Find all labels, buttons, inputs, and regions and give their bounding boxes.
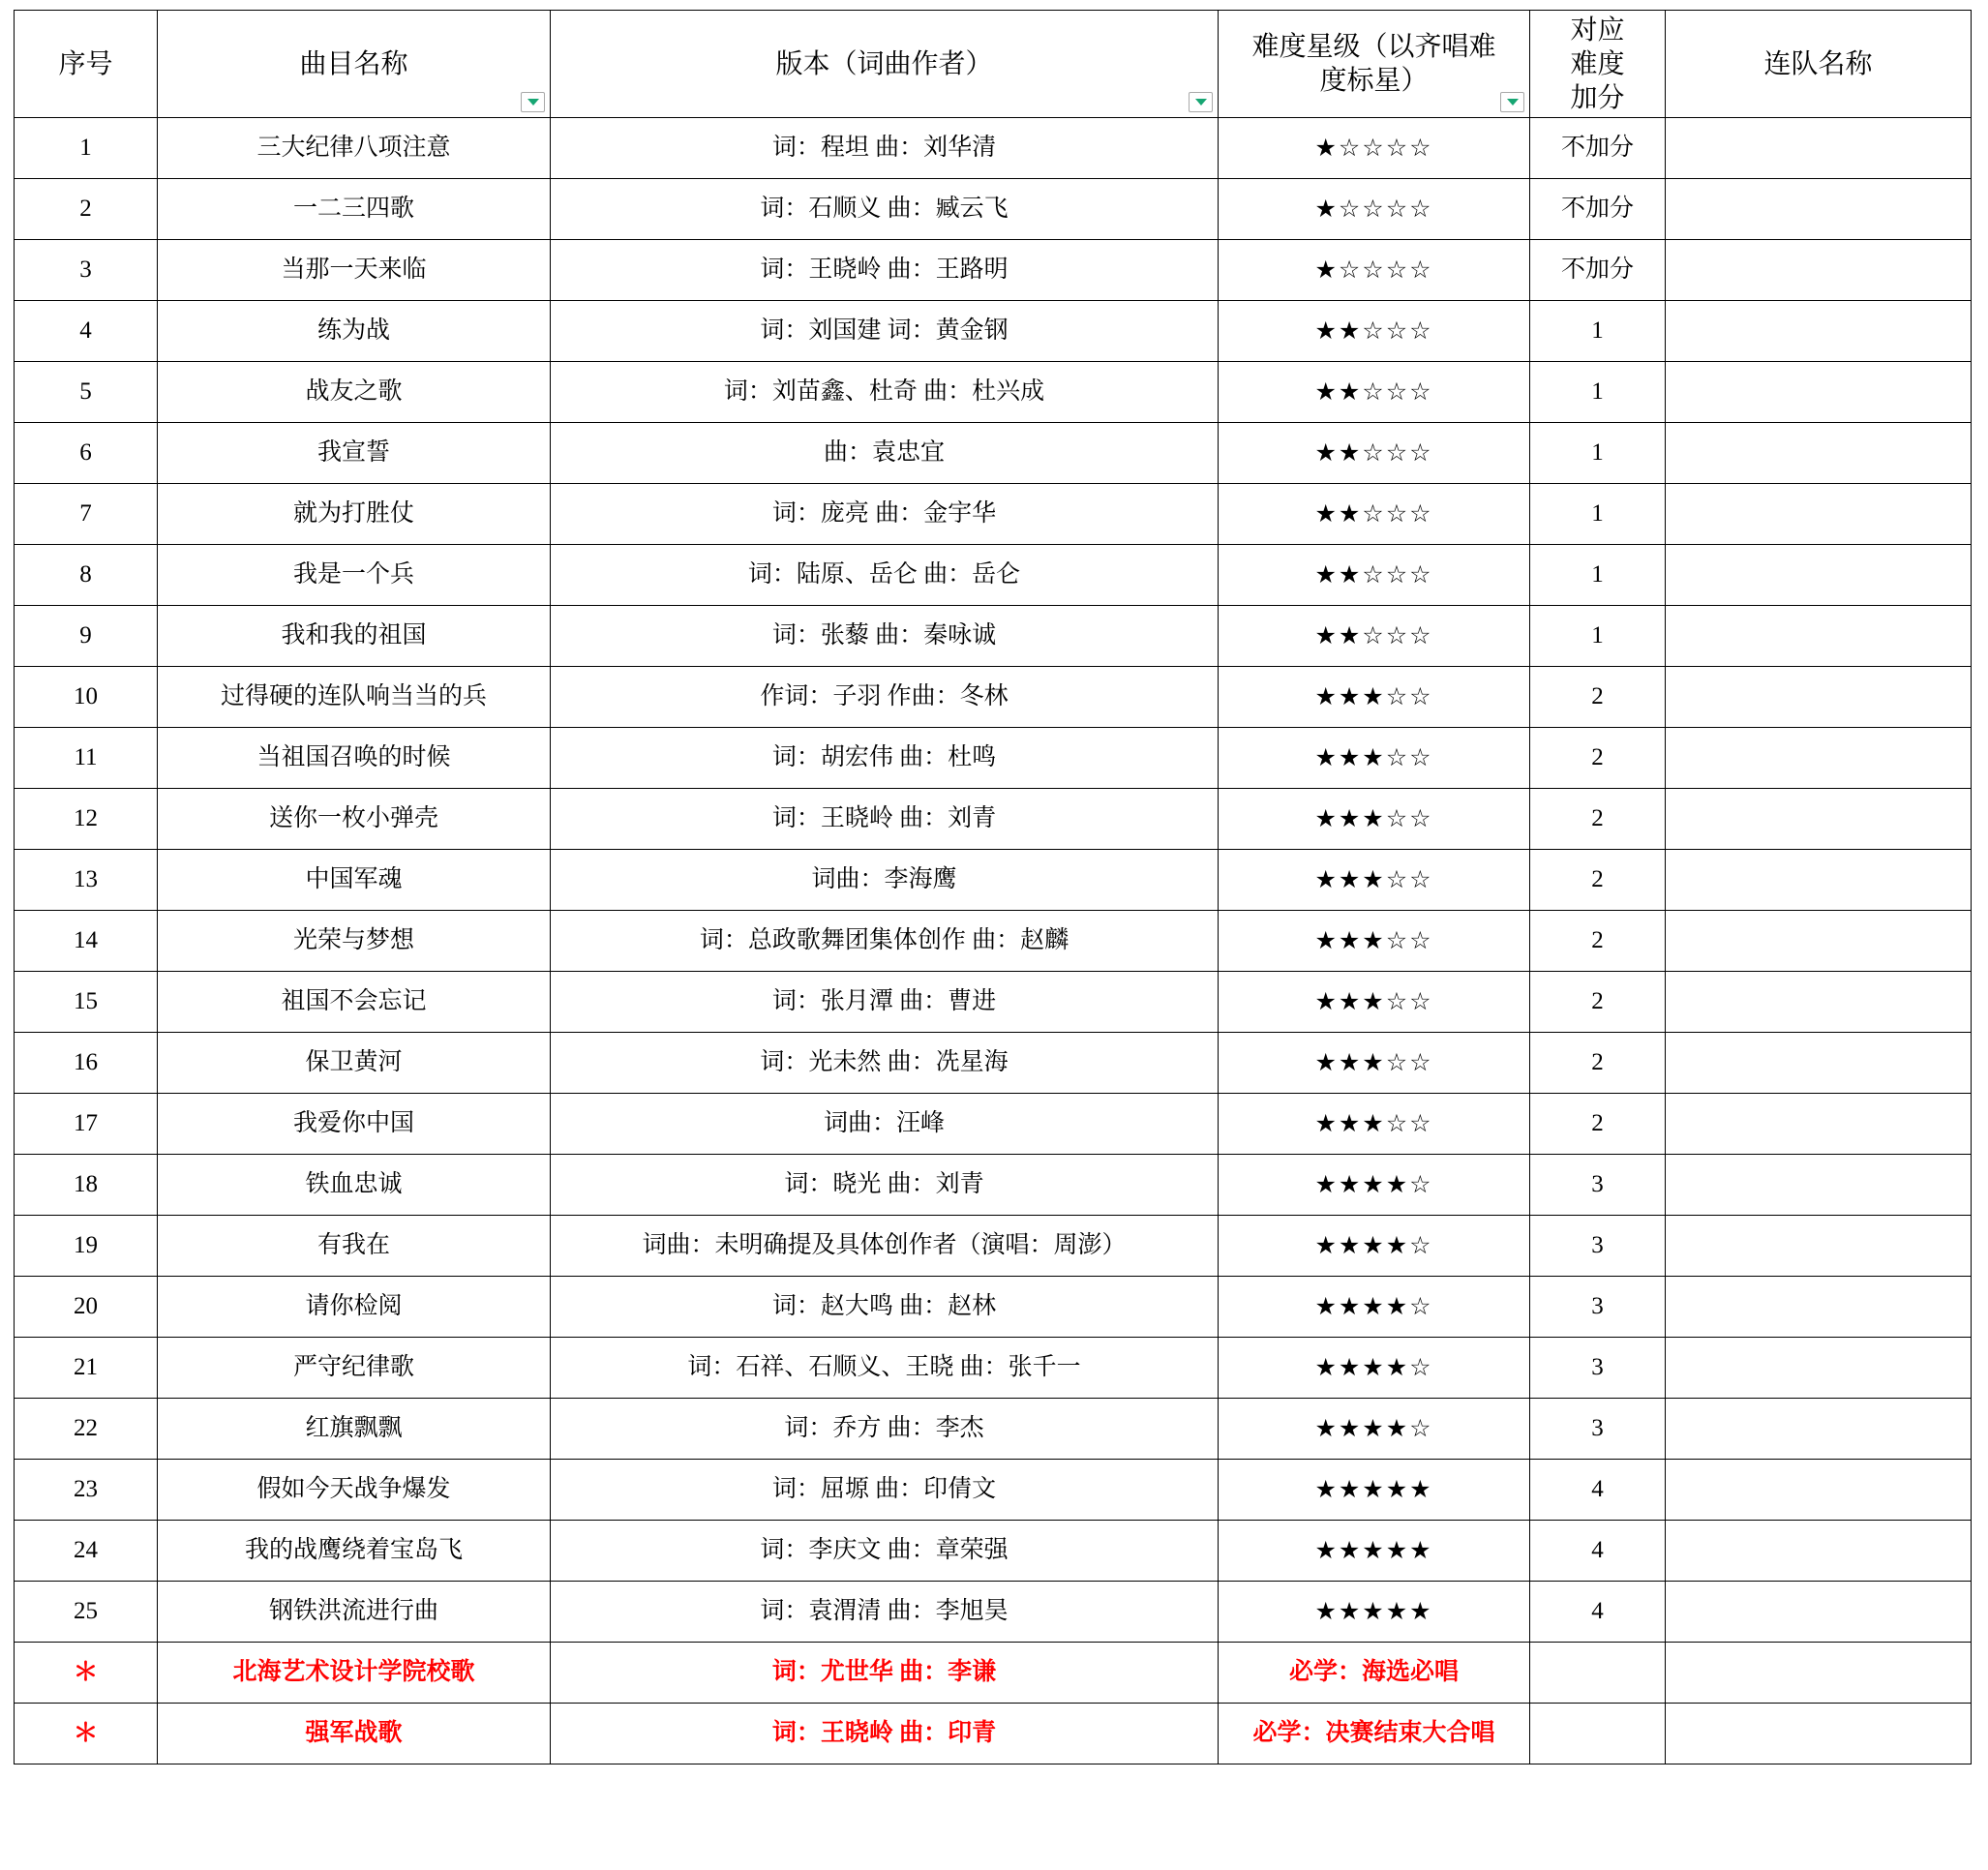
cell-version[interactable]: 词：张藜 曲：秦咏诚 xyxy=(551,606,1219,667)
cell-index[interactable]: 12 xyxy=(15,789,158,850)
cell-index[interactable]: 15 xyxy=(15,972,158,1033)
table-row xyxy=(15,1338,1972,1399)
cell-bonus[interactable]: 2 xyxy=(1530,911,1666,972)
table-row xyxy=(15,850,1972,911)
cell-difficulty[interactable]: ★★★☆☆ xyxy=(1219,911,1530,972)
table-row xyxy=(15,1460,1972,1521)
cell-index[interactable]: 6 xyxy=(15,423,158,484)
cell-index[interactable]: 16 xyxy=(15,1033,158,1094)
cell-unit[interactable] xyxy=(1666,179,1972,240)
cell-song-title[interactable]: 送你一枚小弹壳 xyxy=(158,789,551,850)
cell-version[interactable]: 词：袁渭清 曲：李旭昊 xyxy=(551,1582,1219,1643)
cell-index[interactable]: 1 xyxy=(15,118,158,179)
cell-unit[interactable] xyxy=(1666,1155,1972,1216)
cell-song-title[interactable]: 红旗飘飘 xyxy=(158,1399,551,1460)
cell-song-title[interactable]: 练为战 xyxy=(158,301,551,362)
cell-difficulty[interactable]: ★★★★☆ xyxy=(1219,1338,1530,1399)
cell-unit[interactable] xyxy=(1666,789,1972,850)
cell-difficulty[interactable]: ★★★☆☆ xyxy=(1219,972,1530,1033)
cell-unit[interactable] xyxy=(1666,1582,1972,1643)
filter-dropdown-icon[interactable] xyxy=(521,92,545,112)
table-row xyxy=(15,423,1972,484)
cell-version[interactable]: 词：屈塬 曲：印倩文 xyxy=(551,1460,1219,1521)
table-row xyxy=(15,972,1972,1033)
cell-version[interactable]: 词曲：李海鹰 xyxy=(551,850,1219,911)
cell-version[interactable]: 词：尤世华 曲：李谦 xyxy=(551,1643,1219,1704)
cell-bonus[interactable]: 2 xyxy=(1530,667,1666,728)
column-header-version xyxy=(551,11,1219,118)
cell-version[interactable]: 词：总政歌舞团集体创作 曲：赵麟 xyxy=(551,911,1219,972)
cell-difficulty[interactable]: 必学：决赛结束大合唱 xyxy=(1219,1704,1530,1764)
filter-dropdown-icon[interactable] xyxy=(1189,92,1213,112)
cell-bonus[interactable]: 3 xyxy=(1530,1216,1666,1277)
table-row xyxy=(15,728,1972,789)
cell-bonus[interactable]: 2 xyxy=(1530,1094,1666,1155)
cell-song-title[interactable]: 铁血忠诚 xyxy=(158,1155,551,1216)
cell-version[interactable]: 词：张月潭 曲：曹进 xyxy=(551,972,1219,1033)
cell-bonus[interactable]: 4 xyxy=(1530,1460,1666,1521)
cell-bonus[interactable]: 1 xyxy=(1530,545,1666,606)
cell-unit[interactable] xyxy=(1666,362,1972,423)
cell-bonus[interactable]: 不加分 xyxy=(1530,118,1666,179)
cell-bonus[interactable] xyxy=(1530,1643,1666,1704)
cell-index[interactable]: 19 xyxy=(15,1216,158,1277)
cell-bonus[interactable]: 2 xyxy=(1530,728,1666,789)
cell-index[interactable]: 24 xyxy=(15,1521,158,1582)
cell-bonus[interactable]: 1 xyxy=(1530,423,1666,484)
cell-unit[interactable] xyxy=(1666,545,1972,606)
cell-song-title[interactable]: 过得硬的连队响当当的兵 xyxy=(158,667,551,728)
cell-difficulty[interactable]: ★★☆☆☆ xyxy=(1219,301,1530,362)
cell-unit[interactable] xyxy=(1666,1033,1972,1094)
cell-bonus[interactable]: 1 xyxy=(1530,301,1666,362)
cell-bonus[interactable]: 2 xyxy=(1530,789,1666,850)
table-row xyxy=(15,301,1972,362)
filter-dropdown-icon[interactable] xyxy=(1500,92,1524,112)
cell-song-title[interactable]: 当那一天来临 xyxy=(158,240,551,301)
cell-unit[interactable] xyxy=(1666,1704,1972,1764)
cell-index[interactable]: 8 xyxy=(15,545,158,606)
cell-song-title[interactable]: 当祖国召唤的时候 xyxy=(158,728,551,789)
cell-index[interactable]: 25 xyxy=(15,1582,158,1643)
table-row xyxy=(15,789,1972,850)
table-row xyxy=(15,484,1972,545)
cell-difficulty[interactable]: ★★★☆☆ xyxy=(1219,850,1530,911)
column-header-bonus xyxy=(1530,11,1666,118)
chevron-down-icon xyxy=(1507,99,1519,106)
cell-difficulty[interactable]: ★★☆☆☆ xyxy=(1219,606,1530,667)
cell-index[interactable]: 2 xyxy=(15,179,158,240)
cell-unit[interactable] xyxy=(1666,850,1972,911)
cell-index[interactable]: ＊ xyxy=(15,1704,158,1764)
cell-bonus[interactable]: 不加分 xyxy=(1530,240,1666,301)
column-header-title-label: 曲目名称 xyxy=(299,48,408,79)
cell-unit[interactable] xyxy=(1666,911,1972,972)
cell-version[interactable]: 词：王晓岭 曲：王路明 xyxy=(551,240,1219,301)
table-row xyxy=(15,1216,1972,1277)
cell-version[interactable]: 词曲：未明确提及具体创作者（演唱：周澎） xyxy=(551,1216,1219,1277)
cell-song-title[interactable]: 中国军魂 xyxy=(158,850,551,911)
cell-unit[interactable] xyxy=(1666,1216,1972,1277)
column-header-bonus-label: 对应难度加分 xyxy=(1570,15,1625,113)
cell-bonus[interactable]: 1 xyxy=(1530,606,1666,667)
cell-difficulty[interactable]: ★★★☆☆ xyxy=(1219,789,1530,850)
table-row xyxy=(15,911,1972,972)
cell-song-title[interactable]: 战友之歌 xyxy=(158,362,551,423)
cell-difficulty[interactable]: 必学：海选必唱 xyxy=(1219,1643,1530,1704)
cell-index[interactable]: 3 xyxy=(15,240,158,301)
cell-song-title[interactable]: 我宣誓 xyxy=(158,423,551,484)
table-row xyxy=(15,1643,1972,1704)
cell-version[interactable]: 词：石顺义 曲：臧云飞 xyxy=(551,179,1219,240)
cell-version[interactable]: 词：光未然 曲：冼星海 xyxy=(551,1033,1219,1094)
table-row xyxy=(15,667,1972,728)
cell-difficulty[interactable]: ★★★☆☆ xyxy=(1219,1094,1530,1155)
cell-song-title[interactable]: 一二三四歌 xyxy=(158,179,551,240)
cell-version[interactable]: 词：赵大鸣 曲：赵林 xyxy=(551,1277,1219,1338)
cell-version[interactable]: 词：程坦 曲：刘华清 xyxy=(551,118,1219,179)
cell-version[interactable]: 词：陆原、岳仑 曲：岳仑 xyxy=(551,545,1219,606)
cell-song-title[interactable]: 我是一个兵 xyxy=(158,545,551,606)
table-row xyxy=(15,118,1972,179)
cell-song-title[interactable]: 严守纪律歌 xyxy=(158,1338,551,1399)
cell-index[interactable]: 17 xyxy=(15,1094,158,1155)
cell-difficulty[interactable]: ★★★★☆ xyxy=(1219,1216,1530,1277)
cell-index[interactable]: 11 xyxy=(15,728,158,789)
cell-version[interactable]: 词：李庆文 曲：章荣强 xyxy=(551,1521,1219,1582)
cell-version[interactable]: 词：石祥、石顺义、王晓 曲：张千一 xyxy=(551,1338,1219,1399)
cell-index[interactable]: 14 xyxy=(15,911,158,972)
cell-version[interactable]: 作词：子羽 作曲：冬林 xyxy=(551,667,1219,728)
column-header-difficulty-label: 难度星级（以齐唱难度标星） xyxy=(1251,32,1496,96)
table-row xyxy=(15,1521,1972,1582)
cell-bonus[interactable]: 2 xyxy=(1530,972,1666,1033)
cell-difficulty[interactable]: ★★★★☆ xyxy=(1219,1399,1530,1460)
cell-unit[interactable] xyxy=(1666,423,1972,484)
cell-song-title[interactable]: 北海艺术设计学院校歌 xyxy=(158,1643,551,1704)
cell-bonus[interactable]: 2 xyxy=(1530,850,1666,911)
column-header-index-label: 序号 xyxy=(58,48,113,79)
cell-bonus[interactable]: 4 xyxy=(1530,1521,1666,1582)
cell-difficulty[interactable]: ★★★☆☆ xyxy=(1219,667,1530,728)
cell-unit[interactable] xyxy=(1666,972,1972,1033)
cell-unit[interactable] xyxy=(1666,1277,1972,1338)
table-row xyxy=(15,1155,1972,1216)
cell-unit[interactable] xyxy=(1666,606,1972,667)
cell-bonus[interactable]: 不加分 xyxy=(1530,179,1666,240)
cell-difficulty[interactable]: ★☆☆☆☆ xyxy=(1219,179,1530,240)
cell-version[interactable]: 词：王晓岭 曲：刘青 xyxy=(551,789,1219,850)
table-row xyxy=(15,606,1972,667)
cell-unit[interactable] xyxy=(1666,118,1972,179)
cell-version[interactable]: 曲：袁忠宜 xyxy=(551,423,1219,484)
cell-version[interactable]: 词曲：汪峰 xyxy=(551,1094,1219,1155)
cell-version[interactable]: 词：乔方 曲：李杰 xyxy=(551,1399,1219,1460)
cell-difficulty[interactable]: ★★☆☆☆ xyxy=(1219,362,1530,423)
cell-version[interactable]: 词：庞亮 曲：金宇华 xyxy=(551,484,1219,545)
song-list-table xyxy=(14,10,1972,1764)
table-header-row xyxy=(15,11,1972,118)
cell-index[interactable]: 9 xyxy=(15,606,158,667)
cell-unit[interactable] xyxy=(1666,1094,1972,1155)
table-row xyxy=(15,362,1972,423)
table-body xyxy=(15,118,1972,1764)
table-row xyxy=(15,240,1972,301)
cell-difficulty[interactable]: ★★★☆☆ xyxy=(1219,728,1530,789)
cell-unit[interactable] xyxy=(1666,1460,1972,1521)
cell-index[interactable]: 13 xyxy=(15,850,158,911)
cell-bonus[interactable]: 3 xyxy=(1530,1399,1666,1460)
cell-song-title[interactable]: 强军战歌 xyxy=(158,1704,551,1764)
cell-song-title[interactable]: 光荣与梦想 xyxy=(158,911,551,972)
cell-index[interactable]: 21 xyxy=(15,1338,158,1399)
table-row xyxy=(15,1094,1972,1155)
column-header-version-label: 版本（词曲作者） xyxy=(775,48,993,79)
cell-difficulty[interactable]: ★★★★★ xyxy=(1219,1582,1530,1643)
column-header-unit-label: 连队名称 xyxy=(1763,48,1873,79)
table-row xyxy=(15,1033,1972,1094)
cell-index[interactable]: 22 xyxy=(15,1399,158,1460)
chevron-down-icon xyxy=(527,99,539,106)
table-row xyxy=(15,1277,1972,1338)
cell-index[interactable]: 5 xyxy=(15,362,158,423)
column-header-title xyxy=(158,11,551,118)
table-row xyxy=(15,1399,1972,1460)
cell-difficulty[interactable]: ★★★☆☆ xyxy=(1219,1033,1530,1094)
cell-index[interactable]: 7 xyxy=(15,484,158,545)
cell-version[interactable]: 词：晓光 曲：刘青 xyxy=(551,1155,1219,1216)
cell-difficulty[interactable]: ★★☆☆☆ xyxy=(1219,484,1530,545)
cell-unit[interactable] xyxy=(1666,1521,1972,1582)
cell-unit[interactable] xyxy=(1666,484,1972,545)
cell-index[interactable]: ＊ xyxy=(15,1643,158,1704)
cell-index[interactable]: 18 xyxy=(15,1155,158,1216)
table-row xyxy=(15,179,1972,240)
cell-difficulty[interactable]: ★☆☆☆☆ xyxy=(1219,118,1530,179)
cell-song-title[interactable]: 假如今天战争爆发 xyxy=(158,1460,551,1521)
cell-difficulty[interactable]: ★★★★☆ xyxy=(1219,1277,1530,1338)
cell-index[interactable]: 10 xyxy=(15,667,158,728)
cell-version[interactable]: 词：刘苗鑫、杜奇 曲：杜兴成 xyxy=(551,362,1219,423)
cell-bonus[interactable]: 3 xyxy=(1530,1155,1666,1216)
cell-version[interactable]: 词：刘国建 词：黄金钢 xyxy=(551,301,1219,362)
cell-unit[interactable] xyxy=(1666,1399,1972,1460)
cell-difficulty[interactable]: ★★☆☆☆ xyxy=(1219,423,1530,484)
column-header-index xyxy=(15,11,158,118)
cell-unit[interactable] xyxy=(1666,667,1972,728)
cell-unit[interactable] xyxy=(1666,301,1972,362)
table-row xyxy=(15,1582,1972,1643)
cell-song-title[interactable]: 保卫黄河 xyxy=(158,1033,551,1094)
cell-difficulty[interactable]: ★★★★☆ xyxy=(1219,1155,1530,1216)
cell-song-title[interactable]: 我和我的祖国 xyxy=(158,606,551,667)
cell-song-title[interactable]: 三大纪律八项注意 xyxy=(158,118,551,179)
cell-bonus[interactable] xyxy=(1530,1704,1666,1764)
cell-song-title[interactable]: 钢铁洪流进行曲 xyxy=(158,1582,551,1643)
cell-difficulty[interactable]: ★☆☆☆☆ xyxy=(1219,240,1530,301)
cell-unit[interactable] xyxy=(1666,1338,1972,1399)
cell-bonus[interactable]: 4 xyxy=(1530,1582,1666,1643)
cell-index[interactable]: 4 xyxy=(15,301,158,362)
cell-bonus[interactable]: 1 xyxy=(1530,484,1666,545)
cell-song-title[interactable]: 我爱你中国 xyxy=(158,1094,551,1155)
cell-version[interactable]: 词：王晓岭 曲：印青 xyxy=(551,1704,1219,1764)
table-row xyxy=(15,545,1972,606)
cell-difficulty[interactable]: ★★★★★ xyxy=(1219,1460,1530,1521)
cell-bonus[interactable]: 1 xyxy=(1530,362,1666,423)
cell-song-title[interactable]: 我的战鹰绕着宝岛飞 xyxy=(158,1521,551,1582)
column-header-unit xyxy=(1666,11,1972,118)
cell-unit[interactable] xyxy=(1666,1643,1972,1704)
cell-index[interactable]: 20 xyxy=(15,1277,158,1338)
cell-song-title[interactable]: 祖国不会忘记 xyxy=(158,972,551,1033)
cell-version[interactable]: 词：胡宏伟 曲：杜鸣 xyxy=(551,728,1219,789)
cell-unit[interactable] xyxy=(1666,240,1972,301)
table-row xyxy=(15,1704,1972,1764)
cell-unit[interactable] xyxy=(1666,728,1972,789)
cell-difficulty[interactable]: ★★★★★ xyxy=(1219,1521,1530,1582)
column-header-difficulty xyxy=(1219,11,1530,118)
cell-song-title[interactable]: 请你检阅 xyxy=(158,1277,551,1338)
cell-difficulty[interactable]: ★★☆☆☆ xyxy=(1219,545,1530,606)
cell-song-title[interactable]: 就为打胜仗 xyxy=(158,484,551,545)
cell-bonus[interactable]: 2 xyxy=(1530,1033,1666,1094)
cell-bonus[interactable]: 3 xyxy=(1530,1338,1666,1399)
cell-song-title[interactable]: 有我在 xyxy=(158,1216,551,1277)
chevron-down-icon xyxy=(1195,99,1207,106)
cell-index[interactable]: 23 xyxy=(15,1460,158,1521)
cell-bonus[interactable]: 3 xyxy=(1530,1277,1666,1338)
